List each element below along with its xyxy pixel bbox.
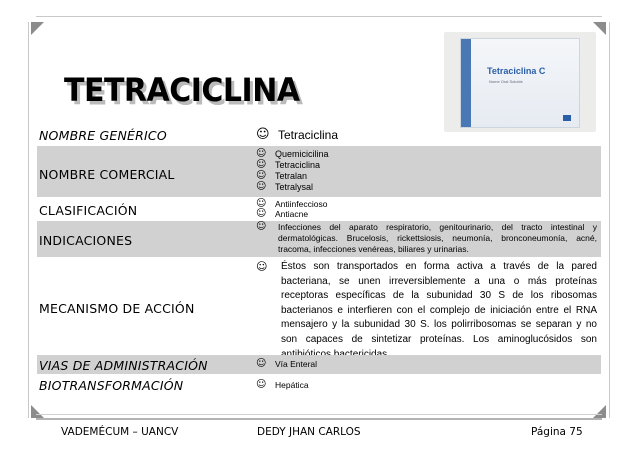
row-label: INDICACIONES: [39, 233, 133, 248]
smiley-icon: ☺: [256, 170, 267, 181]
row-nombre-generico: [37, 125, 601, 144]
page-frame-top: [36, 16, 602, 17]
smiley-icon: ☺: [256, 148, 267, 159]
corner-ornament-top-left: [31, 22, 44, 35]
row-value: [256, 222, 597, 257]
value-item: Hepática: [275, 380, 309, 390]
corner-ornament-bottom-right: [593, 405, 606, 418]
smiley-icon: ☺: [256, 260, 268, 273]
row-value: [256, 380, 597, 394]
value-item: Antiacne: [275, 209, 309, 219]
package-stripe: [461, 39, 471, 127]
package-product-name: Tetraciclina C: [487, 66, 546, 76]
footer-left-text: VADEMÉCUM – UANCV: [61, 426, 179, 438]
row-value: [256, 148, 597, 196]
footer-rule: [36, 418, 602, 420]
value-item: Antiinfeccioso: [275, 199, 328, 209]
row-label: MECANISMO DE ACCIÓN: [39, 301, 195, 316]
smiley-icon: ☺: [256, 159, 267, 170]
package-logo: [563, 115, 571, 121]
smiley-icon: ☺: [256, 181, 267, 192]
footer-rule-thin: [36, 414, 602, 415]
value-item: Tetralysal: [275, 182, 314, 192]
row-label: CLASIFICACIÓN: [39, 203, 138, 218]
corner-ornament-bottom-left: [31, 405, 44, 418]
value-paragraph: Infecciones del aparato respiratorio, genitourinario, del tracto intestinal y dermatológicas. Brucelosis, rickettsiosis, neumonía, bronconeumonía, acné, tracoma, infecciones venéreas, biliares y urinarias.: [278, 222, 597, 254]
footer-center-text: DEDY JHAN CARLOS: [257, 426, 361, 438]
row-indicaciones: [37, 221, 601, 257]
row-mecanismo: [37, 259, 601, 353]
smiley-icon: ☺: [256, 198, 267, 209]
package-subtext: Nome Oral Soluble: [489, 79, 523, 84]
value-item: Vía Enteral: [275, 359, 318, 369]
page-frame-right: [609, 22, 610, 418]
row-value: [256, 359, 597, 373]
smiley-icon: ☺: [256, 379, 267, 390]
row-nombre-comercial: [37, 146, 601, 197]
smiley-icon: ☺: [256, 221, 267, 232]
row-label: VIAS DE ADMINISTRACIÓN: [39, 358, 208, 373]
row-vias-administracion: [37, 355, 601, 374]
row-clasificacion: [37, 199, 601, 219]
value-paragraph: Éstos son transportados en forma activa a través de la pared bacteriana, se unen irreversiblemente a una o más proteínas receptoras específicas de la subunidad 30 S de los ribosomas bacterianos e interfieren con el complejo de iniciación entre el RNA mensajero y la subunidad 30 S. los polirribosomas se separan y no son capaces de sintetizar proteínas. Los aminoglucósidos son: [281, 261, 597, 345]
product-photo: [444, 32, 596, 132]
row-value: [256, 260, 597, 352]
page-frame-left: [28, 22, 29, 418]
product-package: [460, 38, 580, 128]
row-label: NOMBRE GENÉRICO: [39, 128, 167, 143]
value-item: Quemicicilina: [275, 149, 329, 159]
smiley-icon: ☺: [256, 358, 267, 369]
row-label: NOMBRE COMERCIAL: [39, 167, 175, 182]
row-biotransformacion: [37, 375, 601, 394]
row-value: [256, 127, 597, 144]
footer-page-number: Página 75: [531, 426, 583, 438]
row-value: [256, 199, 597, 219]
smiley-icon: ☺: [256, 208, 267, 219]
page-title: TETRACICLINA: [64, 72, 300, 110]
value-item: Tetralan: [275, 171, 308, 181]
row-label: BIOTRANSFORMACIÓN: [39, 378, 184, 393]
smiley-icon: ☺: [256, 127, 270, 142]
value-item: Tetraciclina: [275, 160, 321, 170]
value-item: Tetraciclina: [278, 128, 339, 142]
